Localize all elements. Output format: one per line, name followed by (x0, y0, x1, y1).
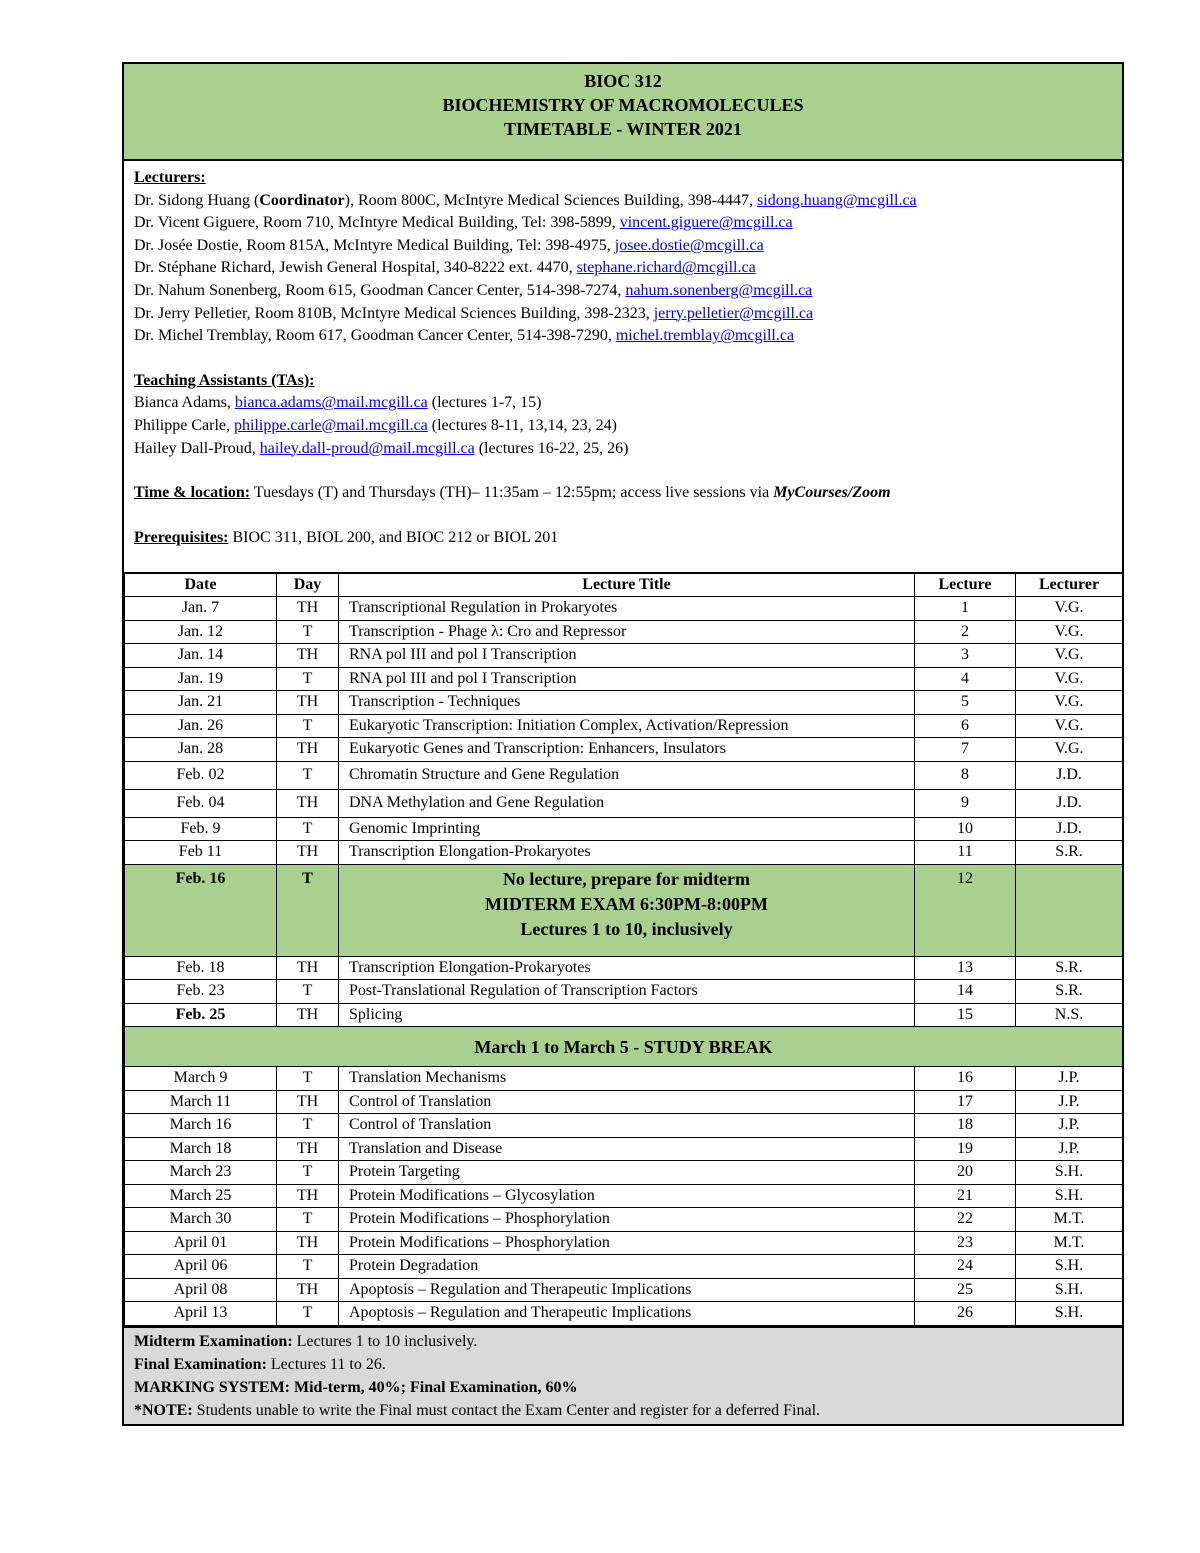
cell-title: Chromatin Structure and Gene Regulation (339, 761, 915, 789)
cell-lecturer: J.D. (1016, 761, 1123, 789)
cell-day: TH (277, 1137, 339, 1161)
cell-date: Jan. 21 (125, 691, 277, 715)
cell-lecturer: J.P. (1016, 1114, 1123, 1138)
cell-title: Protein Modifications – Phosphorylation (339, 1208, 915, 1232)
cell-lecture: 18 (915, 1114, 1016, 1138)
cell-day: T (277, 1302, 339, 1326)
table-row (125, 1067, 1123, 1091)
table-row (125, 620, 1123, 644)
table-row (125, 841, 1123, 865)
ta-name: Hailey Dall-Proud, (134, 439, 260, 457)
cell-day: TH (277, 644, 339, 668)
study-break-row (125, 1027, 1123, 1067)
table-row (125, 1003, 1123, 1027)
cell-lecturer: V.G. (1016, 738, 1123, 762)
cell-day: TH (277, 789, 339, 817)
cell-day: T (277, 1255, 339, 1279)
cell-lecture: 24 (915, 1255, 1016, 1279)
course-header (124, 64, 1122, 161)
lecturer-details: Dr. Vicent Giguere, Room 710, McIntyre Medical Building, Tel: 398-5899, (134, 214, 620, 232)
cell-lecturer: V.G. (1016, 714, 1123, 738)
cell-day: T (277, 1114, 339, 1138)
ta-name: Philippe Carle, (134, 416, 234, 434)
cell-lecture: 2 (915, 620, 1016, 644)
cell-lecturer: M.T. (1016, 1231, 1123, 1255)
lecturer-details: Dr. Josée Dostie, Room 815A, McIntyre Medical Building, Tel: 398-4975, (134, 236, 615, 254)
lecturer-email-link[interactable]: stephane.richard@mcgill.ca (576, 259, 756, 277)
table-row (125, 691, 1123, 715)
lecturer-details: Dr. Michel Tremblay, Room 617, Goodman Cancer Center, 514-398-7290, (134, 327, 616, 345)
cell-date: April 01 (125, 1231, 277, 1255)
lecturer-name: Dr. Sidong Huang ( (134, 191, 260, 209)
cell-day: TH (277, 956, 339, 980)
cell-title (339, 864, 915, 956)
lecturer-email-link[interactable]: jerry.pelletier@mcgill.ca (653, 304, 814, 322)
lecturer-email-link[interactable]: sidong.huang@mcgill.ca (757, 191, 917, 209)
table-row (125, 956, 1123, 980)
marking-system: MARKING SYSTEM: Mid-term, 40%; Final Examination, 60% (134, 1378, 578, 1396)
lecturer-entry (134, 212, 1112, 235)
cell-date: April 06 (125, 1255, 277, 1279)
cell-title: RNA pol III and pol I Transcription (339, 644, 915, 668)
cell-lecturer (1016, 864, 1123, 956)
lecturer-email-link[interactable]: nahum.sonenberg@mcgill.ca (625, 281, 813, 299)
table-row (125, 1278, 1123, 1302)
tas-heading: Teaching Assistants (TAs): (134, 371, 315, 389)
cell-lecturer: S.H. (1016, 1161, 1123, 1185)
cell-lecturer: J.D. (1016, 817, 1123, 841)
cell-day: T (277, 667, 339, 691)
ta-lectures: (lectures 16-22, 25, 26) (474, 439, 629, 457)
schedule-table (124, 572, 1123, 1326)
cell-date: Feb. 23 (125, 980, 277, 1004)
cell-lecture: 8 (915, 761, 1016, 789)
col-title: Lecture Title (339, 573, 915, 597)
cell-lecturer: V.G. (1016, 691, 1123, 715)
ta-email-link[interactable]: hailey.dall-proud@mail.mcgill.ca (259, 439, 475, 457)
cell-title: Protein Modifications – Glycosylation (339, 1184, 915, 1208)
cell-title: DNA Methylation and Gene Regulation (339, 789, 915, 817)
cell-lecture: 4 (915, 667, 1016, 691)
ta-entry (134, 392, 1112, 415)
cell-lecture: 16 (915, 1067, 1016, 1091)
final-text: Lectures 11 to 26. (266, 1355, 386, 1373)
cell-lecture: 9 (915, 789, 1016, 817)
cell-title: Transcription - Techniques (339, 691, 915, 715)
study-break-label: March 1 to March 5 - STUDY BREAK (125, 1027, 1123, 1067)
cell-day: T (277, 1067, 339, 1091)
cell-date: Feb. 25 (125, 1003, 277, 1027)
cell-date: Feb. 04 (125, 789, 277, 817)
lecturers-heading: Lecturers: (134, 169, 206, 186)
cell-date: Feb. 9 (125, 817, 277, 841)
tas-list (134, 392, 1112, 460)
cell-day: T (277, 761, 339, 789)
table-header-row (125, 573, 1123, 597)
timetable-title: TIMETABLE - WINTER 2021 (504, 119, 742, 139)
lecturer-entry (134, 235, 1112, 258)
midterm-line-2: MIDTERM EXAM 6:30PM-8:00PM (485, 893, 768, 914)
cell-lecture: 10 (915, 817, 1016, 841)
cell-lecture: 15 (915, 1003, 1016, 1027)
ta-name: Bianca Adams, (134, 394, 235, 412)
cell-lecture: 19 (915, 1137, 1016, 1161)
cell-date: Feb. 02 (125, 761, 277, 789)
midterm-text: Lectures 1 to 10 inclusively. (292, 1332, 478, 1350)
cell-date: March 23 (125, 1161, 277, 1185)
cell-date: April 08 (125, 1278, 277, 1302)
ta-lectures: (lectures 8-11, 13,14, 23, 24) (427, 416, 617, 434)
cell-date: April 13 (125, 1302, 277, 1326)
cell-title: Protein Targeting (339, 1161, 915, 1185)
cell-date: Feb. 18 (125, 956, 277, 980)
cell-lecturer: S.R. (1016, 956, 1123, 980)
cell-lecture: 13 (915, 956, 1016, 980)
cell-title: Protein Degradation (339, 1255, 915, 1279)
cell-lecture: 17 (915, 1090, 1016, 1114)
cell-day: T (277, 620, 339, 644)
cell-lecture: 26 (915, 1302, 1016, 1326)
table-row (125, 761, 1123, 789)
cell-lecture: 23 (915, 1231, 1016, 1255)
lecturer-details: Dr. Nahum Sonenberg, Room 615, Goodman Cancer Center, 514-398-7274, (134, 281, 626, 299)
cell-lecturer: V.G. (1016, 620, 1123, 644)
table-row (125, 1208, 1123, 1232)
midterm-line-3: Lectures 1 to 10, inclusively (520, 918, 733, 939)
timetable-document (122, 62, 1124, 1426)
course-code: BIOC 312 (584, 71, 662, 91)
cell-date: Jan. 7 (125, 597, 277, 621)
cell-lecture: 7 (915, 738, 1016, 762)
ta-email-link[interactable]: bianca.adams@mail.mcgill.ca (234, 394, 428, 412)
ta-entry (134, 438, 1112, 461)
table-row (125, 980, 1123, 1004)
cell-date: Jan. 19 (125, 667, 277, 691)
cell-lecturer: J.P. (1016, 1067, 1123, 1091)
cell-day: TH (277, 1003, 339, 1027)
table-row (125, 667, 1123, 691)
lecturer-entry (134, 280, 1112, 303)
cell-title: Control of Translation (339, 1090, 915, 1114)
table-row (125, 1090, 1123, 1114)
cell-lecturer: S.H. (1016, 1255, 1123, 1279)
cell-lecture: 12 (915, 864, 1016, 956)
lecturer-entry (134, 303, 1112, 326)
midterm-line-1: No lecture, prepare for midterm (502, 868, 751, 889)
cell-day: TH (277, 738, 339, 762)
cell-lecture: 14 (915, 980, 1016, 1004)
cell-date: March 18 (125, 1137, 277, 1161)
lecturer-email-link[interactable]: vincent.giguere@mcgill.ca (619, 214, 793, 232)
cell-lecturer: S.H. (1016, 1302, 1123, 1326)
cell-date: March 30 (125, 1208, 277, 1232)
lecturer-details: Dr. Jerry Pelletier, Room 810B, McIntyre Medical Sciences Building, 398-2323, (134, 304, 654, 322)
cell-title: Transcription - Phage λ: Cro and Repressor (339, 620, 915, 644)
cell-lecture: 21 (915, 1184, 1016, 1208)
cell-date: Jan. 26 (125, 714, 277, 738)
cell-day: T (277, 864, 339, 956)
table-row (125, 597, 1123, 621)
midterm-row (125, 864, 1123, 956)
time-heading: Time & location: (134, 484, 251, 502)
cell-lecturer: J.P. (1016, 1090, 1123, 1114)
cell-lecturer: V.G. (1016, 667, 1123, 691)
cell-date: March 9 (125, 1067, 277, 1091)
cell-date: March 11 (125, 1090, 277, 1114)
coordinator-label: Coordinator (259, 191, 345, 209)
cell-lecturer: J.P. (1016, 1137, 1123, 1161)
cell-title: Splicing (339, 1003, 915, 1027)
cell-date: Jan. 14 (125, 644, 277, 668)
cell-date: March 16 (125, 1114, 277, 1138)
lecturer-entry (134, 190, 1112, 213)
course-title: BIOCHEMISTRY OF MACROMOLECULES (442, 95, 804, 115)
cell-title: Post-Translational Regulation of Transcription Factors (339, 980, 915, 1004)
lecturers-list (134, 190, 1112, 348)
cell-day: TH (277, 1184, 339, 1208)
col-date: Date (125, 573, 277, 597)
cell-lecture: 6 (915, 714, 1016, 738)
lecturer-details: Dr. Stéphane Richard, Jewish General Hospital, 340-8222 ext. 4470, (134, 259, 577, 277)
cell-title: Eukaryotic Transcription: Initiation Complex, Activation/Repression (339, 714, 915, 738)
cell-title: Translation Mechanisms (339, 1067, 915, 1091)
cell-date: Feb 11 (125, 841, 277, 865)
table-row (125, 714, 1123, 738)
final-info (134, 1353, 1112, 1376)
cell-title: Genomic Imprinting (339, 817, 915, 841)
cell-title: Translation and Disease (339, 1137, 915, 1161)
table-row (125, 1137, 1123, 1161)
cell-day: TH (277, 597, 339, 621)
table-row (125, 1114, 1123, 1138)
cell-day: TH (277, 691, 339, 715)
table-row (125, 1302, 1123, 1326)
cell-lecturer: S.H. (1016, 1278, 1123, 1302)
prereq-text: BIOC 311, BIOL 200, and BIOC 212 or BIOL 201 (228, 528, 559, 546)
final-label: Final Examination: (134, 1355, 267, 1373)
cell-day: TH (277, 841, 339, 865)
table-row (125, 789, 1123, 817)
table-row (125, 1161, 1123, 1185)
time-location (134, 482, 1112, 505)
table-row (125, 738, 1123, 762)
cell-title: Eukaryotic Genes and Transcription: Enhancers, Insulators (339, 738, 915, 762)
col-day: Day (277, 573, 339, 597)
time-platform: MyCourses/Zoom (773, 484, 891, 502)
cell-day: T (277, 817, 339, 841)
cell-lecture: 25 (915, 1278, 1016, 1302)
cell-title: Apoptosis – Regulation and Therapeutic Implications (339, 1302, 915, 1326)
lecturer-email-link[interactable]: michel.tremblay@mcgill.ca (615, 327, 795, 345)
midterm-info (134, 1330, 1112, 1353)
col-lecture: Lecture (915, 573, 1016, 597)
cell-day: T (277, 1161, 339, 1185)
prerequisites (134, 527, 1112, 550)
time-text: Tuesdays (T) and Thursdays (TH)– 11:35am – 12:55pm; access live sessions via (250, 484, 774, 502)
cell-lecturer: S.R. (1016, 841, 1123, 865)
course-info (124, 161, 1122, 572)
midterm-label: Midterm Examination: (134, 1332, 293, 1350)
cell-lecturer: V.G. (1016, 597, 1123, 621)
cell-title: Protein Modifications – Phosphorylation (339, 1231, 915, 1255)
cell-title: Transcription Elongation-Prokaryotes (339, 956, 915, 980)
cell-lecturer: N.S. (1016, 1003, 1123, 1027)
cell-lecture: 5 (915, 691, 1016, 715)
cell-title: Apoptosis – Regulation and Therapeutic Implications (339, 1278, 915, 1302)
cell-lecture: 1 (915, 597, 1016, 621)
lecturer-entry (134, 325, 1112, 348)
cell-day: TH (277, 1231, 339, 1255)
cell-lecturer: J.D. (1016, 789, 1123, 817)
cell-lecturer: S.R. (1016, 980, 1123, 1004)
cell-lecture: 3 (915, 644, 1016, 668)
exam-info (124, 1326, 1122, 1424)
lecturer-entry (134, 257, 1112, 280)
cell-day: T (277, 1208, 339, 1232)
table-row (125, 1184, 1123, 1208)
ta-email-link[interactable]: philippe.carle@mail.mcgill.ca (233, 416, 428, 434)
cell-date: Jan. 12 (125, 620, 277, 644)
cell-lecturer: M.T. (1016, 1208, 1123, 1232)
table-row (125, 644, 1123, 668)
lecturer-details: ), Room 800C, McIntyre Medical Sciences Building, 398-4447, (344, 191, 758, 209)
cell-lecture: 22 (915, 1208, 1016, 1232)
cell-day: TH (277, 1090, 339, 1114)
cell-title: Transcription Elongation-Prokaryotes (339, 841, 915, 865)
cell-day: T (277, 714, 339, 738)
deferred-note (134, 1399, 1112, 1422)
cell-lecture: 11 (915, 841, 1016, 865)
ta-entry (134, 415, 1112, 438)
ta-lectures: (lectures 1-7, 15) (427, 394, 542, 412)
cell-lecturer: V.G. (1016, 644, 1123, 668)
cell-title: Control of Translation (339, 1114, 915, 1138)
lecturer-email-link[interactable]: josee.dostie@mcgill.ca (614, 236, 764, 254)
cell-title: RNA pol III and pol I Transcription (339, 667, 915, 691)
table-row (125, 1231, 1123, 1255)
cell-date: Jan. 28 (125, 738, 277, 762)
prereq-heading: Prerequisites: (134, 528, 229, 546)
cell-day: TH (277, 1278, 339, 1302)
col-lecturer: Lecturer (1016, 573, 1123, 597)
cell-date: Feb. 16 (125, 864, 277, 956)
cell-day: T (277, 980, 339, 1004)
table-row (125, 1255, 1123, 1279)
cell-title: Transcriptional Regulation in Prokaryotes (339, 597, 915, 621)
note-label: *NOTE: (134, 1401, 193, 1419)
cell-lecturer: S.H. (1016, 1184, 1123, 1208)
cell-date: March 25 (125, 1184, 277, 1208)
note-text: Students unable to write the Final must contact the Exam Center and register for a deferred Final. (192, 1401, 821, 1419)
table-row (125, 817, 1123, 841)
cell-lecture: 20 (915, 1161, 1016, 1185)
